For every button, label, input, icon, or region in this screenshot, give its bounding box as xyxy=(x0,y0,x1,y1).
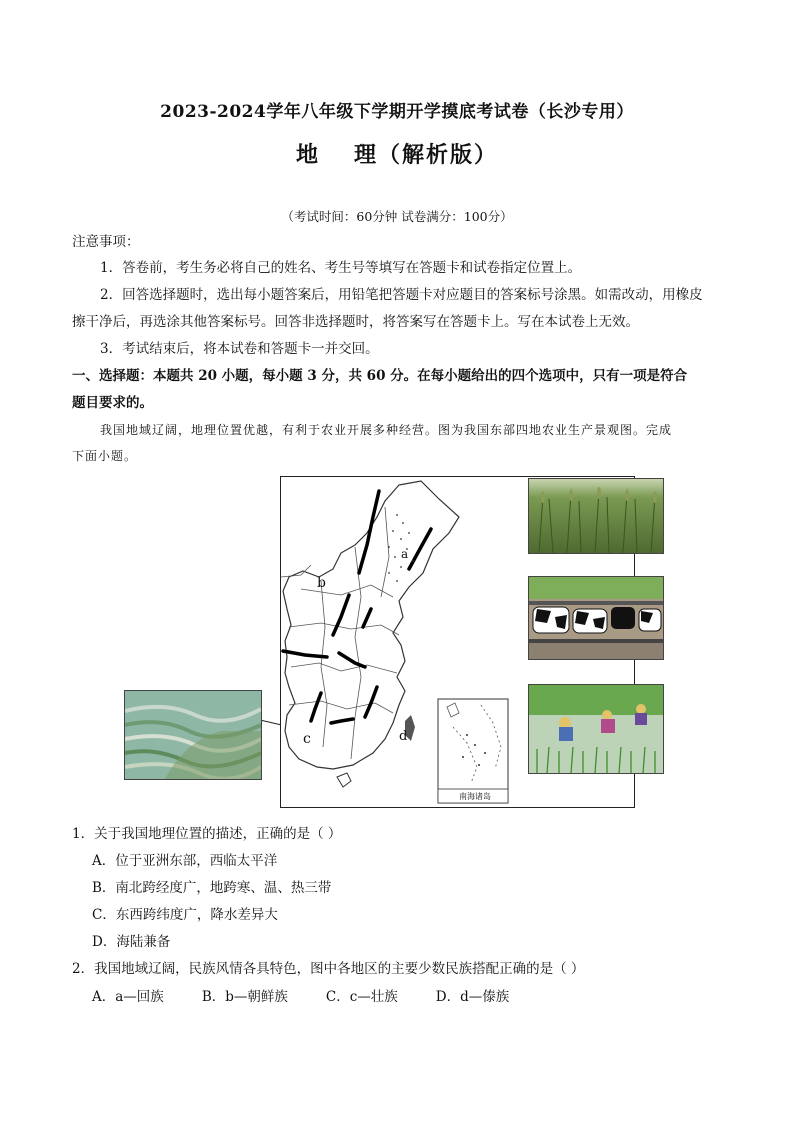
map-label-a: a xyxy=(401,547,409,561)
subject-char: 地 xyxy=(295,142,320,168)
question-1-option-d[interactable]: D．海陆兼备 xyxy=(92,934,171,950)
terraced-fields-photo xyxy=(124,690,262,780)
map-label-b: b xyxy=(317,575,326,591)
question-2-stem: 2．我国地域辽阔，民族风情各具特色，图中各地区的主要少数民族搭配正确的是（ ） xyxy=(72,961,585,977)
terraced-fields-image xyxy=(125,691,261,779)
agriculture-figure xyxy=(124,476,664,808)
note-item: 1．答卷前，考生务必将自己的姓名、考生号等填写在答题卡和试卷指定位置上。 xyxy=(100,260,582,276)
intro-text: 我国地域辽阔，地理位置优越，有利于农业开展多种经营。图为我国东部四地农业生产景观图。完成 xyxy=(100,423,673,437)
question-1-option-c[interactable]: C．东西跨纬度广，降水差异大 xyxy=(92,907,278,923)
section-heading-cont: 题目要求的。 xyxy=(72,395,153,411)
rice-planting-image xyxy=(529,685,663,773)
subject-title xyxy=(0,138,794,169)
section-heading: 一、选择题：本题共 20 小题，每小题 3 分，共 60 分。在每小题给出的四个选项中，只有一项是符合 xyxy=(72,368,688,384)
question-2-option-b[interactable]: B．b—朝鲜族 xyxy=(201,989,288,1005)
exam-title: 2023-2024学年八年级下学期开学摸底考试卷（长沙专用） xyxy=(160,102,634,122)
notes-heading: 注意事项： xyxy=(72,234,140,250)
question-1-stem: 1．关于我国地理位置的描述，正确的是（ ） xyxy=(72,826,342,842)
wheat-field-photo xyxy=(528,478,664,554)
question-1-option-b[interactable]: B．南北跨经度广，地跨寒、温、热三带 xyxy=(92,880,332,896)
map-label-d: d xyxy=(399,729,408,744)
question-2-option-c[interactable]: C．c—壮族 xyxy=(325,989,398,1005)
map-label-c: c xyxy=(303,731,311,747)
question-2-option-a[interactable]: A．a—回族 xyxy=(92,989,164,1005)
question-1-option-a[interactable]: A．位于亚洲东部，西临太平洋 xyxy=(92,853,278,869)
subject-edition: 理（解析版） xyxy=(354,142,499,168)
exam-meta: （考试时间：60分钟 试卷满分：100分） xyxy=(281,209,513,224)
question-2-option-d[interactable]: D．d—傣族 xyxy=(435,989,510,1005)
inset-label: 南海诸岛 xyxy=(459,792,491,801)
dairy-cows-image xyxy=(529,577,663,659)
note-item: 3．考试结束后，将本试卷和答题卡一并交回。 xyxy=(100,341,379,357)
question-2-options xyxy=(92,985,547,1005)
intro-text-cont: 下面小题。 xyxy=(72,449,138,463)
rice-planting-photo xyxy=(528,684,664,774)
dairy-cows-photo xyxy=(528,576,664,660)
note-item: 擦干净后，再选涂其他答案标号。回答非选择题时，将答案写在答题卡上。写在本试卷上无效。 xyxy=(72,314,639,330)
note-item: 2．回答选择题时，选出每小题答案后，用铅笔把答题卡对应题目的答案标号涂黑。如需改动，用橡皮 xyxy=(100,287,703,303)
wheat-field-image xyxy=(529,479,663,553)
